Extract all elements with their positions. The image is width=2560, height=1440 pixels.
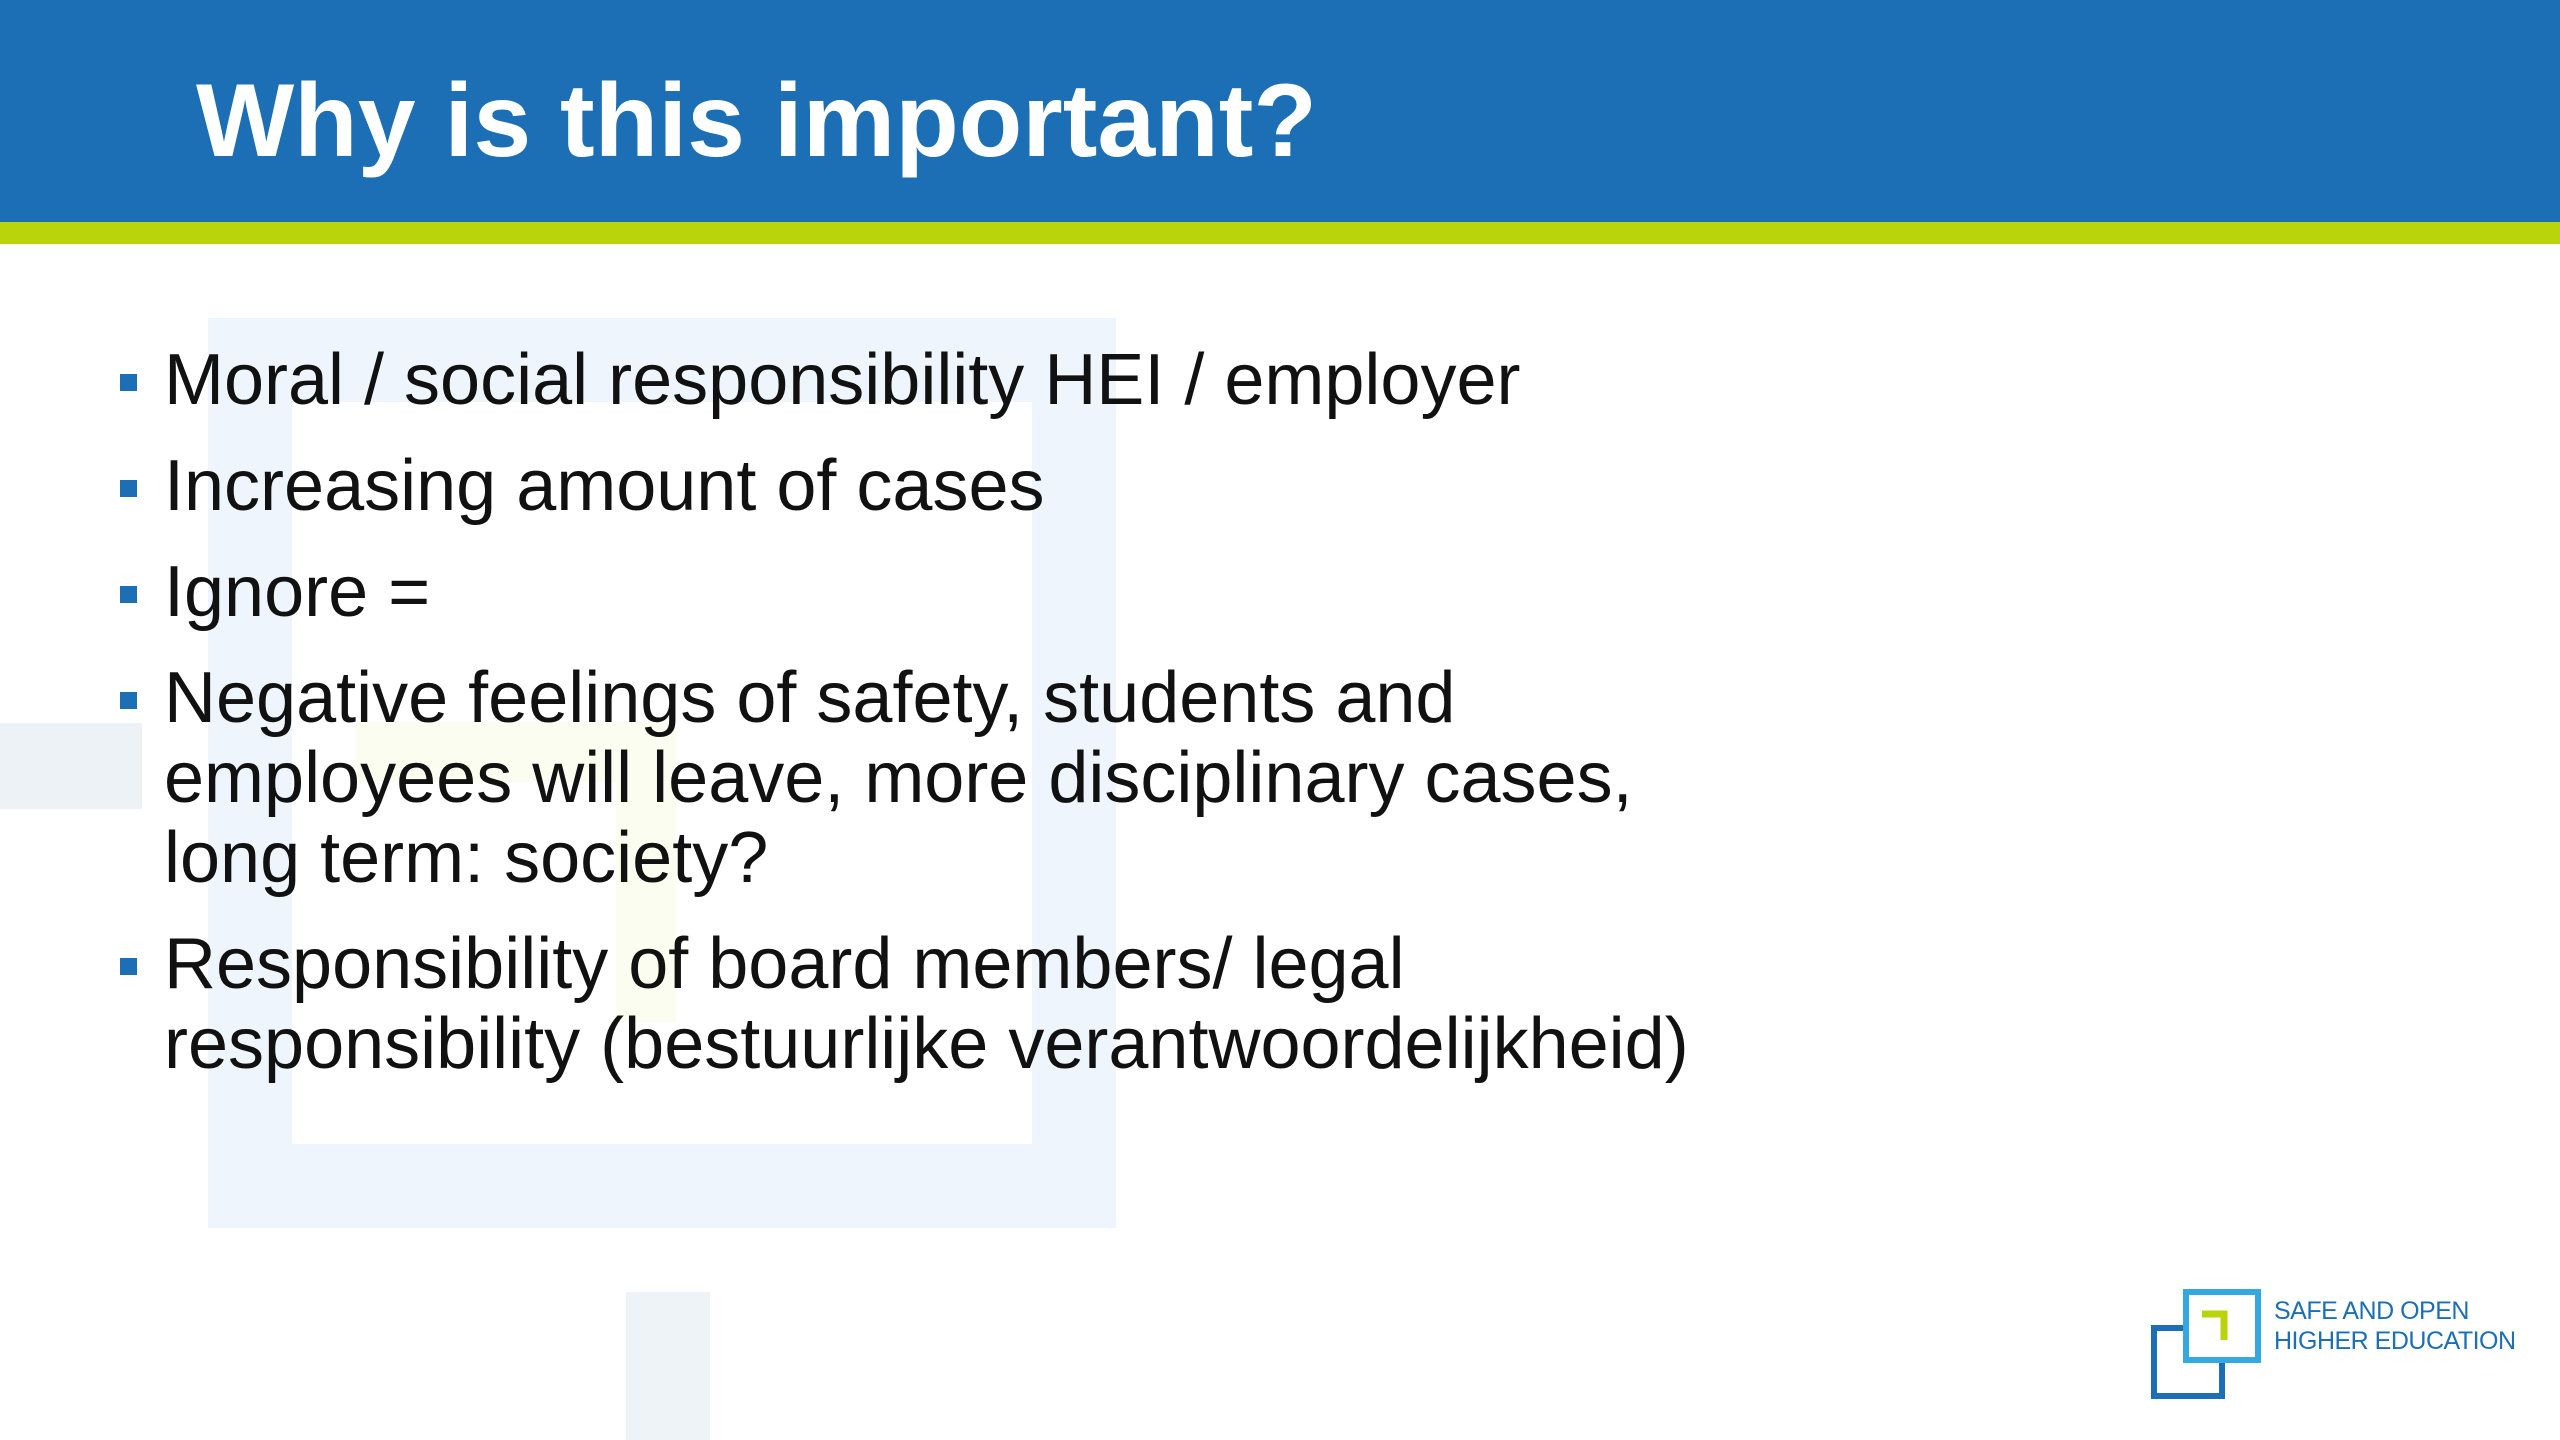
header-band xyxy=(0,0,2560,222)
accent-stripe xyxy=(0,222,2560,244)
bullet-text: Ignore = xyxy=(164,552,431,632)
bullet-list xyxy=(120,340,1820,1110)
bullet-text: Moral / social responsibility HEI / employer xyxy=(164,340,1521,420)
bullet-text-line: long term: society? xyxy=(164,818,769,898)
bullet-text: Increasing amount of cases xyxy=(164,446,1045,526)
bullet-item-moral-responsibility xyxy=(120,340,1820,420)
bullet-text-line: Negative feelings of safety, students and xyxy=(164,658,1456,738)
logo-squares-icon xyxy=(2150,1288,2262,1400)
safe-and-open-logo xyxy=(2150,1288,2520,1400)
slide-title: Why is this important? xyxy=(196,63,1317,179)
logo-wordmark xyxy=(2274,1296,2516,1356)
bullet-text-line: employees will leave, more disciplinary cases, xyxy=(164,738,1633,818)
bullet-item-increasing-cases xyxy=(120,446,1820,526)
square-bullet-icon xyxy=(120,480,137,497)
bullet-text-line: responsibility (bestuurlijke verantwoordelijkheid) xyxy=(164,1004,1689,1084)
watermark-bottom-block xyxy=(626,1292,710,1440)
square-bullet-icon xyxy=(120,374,137,391)
square-bullet-icon xyxy=(120,958,137,975)
bullet-item-ignore xyxy=(120,552,1820,632)
square-bullet-icon xyxy=(120,586,137,603)
square-bullet-icon xyxy=(120,692,137,709)
bullet-text-line: Responsibility of board members/ legal xyxy=(164,924,1405,1004)
logo-line-1: SAFE AND OPEN xyxy=(2274,1297,2469,1325)
bullet-item-board-responsibility xyxy=(120,924,1820,1084)
bullet-item-negative-feelings xyxy=(120,658,1820,898)
logo-line-2: HIGHER EDUCATION xyxy=(2274,1327,2516,1355)
